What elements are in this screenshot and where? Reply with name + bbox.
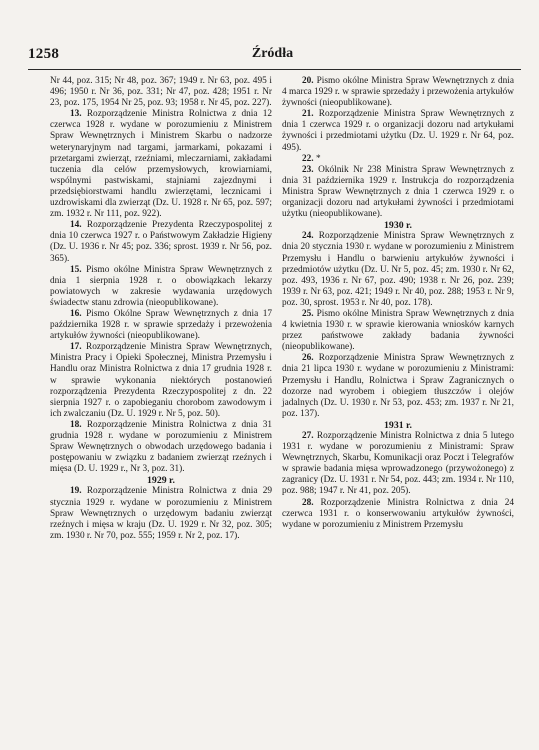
- page-number: 1258: [28, 46, 60, 62]
- entry-text: Okólnik Nr 238 Ministra Spraw Wewnętrznych z dnia 31 października 1929 r. Instrukcja do rozporządzenia Ministra Spraw Wewnętrznych z dnia 1 czerwca 1929 r. o organizacji dozoru nad artykułami żywności i przedmiotami użytku (nieopublikowane).: [282, 164, 515, 220]
- entry-19: [50, 486, 272, 541]
- year-heading-1930: 1930 r.: [384, 220, 412, 232]
- right-column: [282, 76, 514, 531]
- continuation-text: Nr 44, poz. 315; Nr 48, poz. 367; 1949 r. Nr 63, poz. 495 i 496; 1950 r. Nr 36, poz. 331; Nr 47, poz. 428; 1951 r. Nr 23, poz. 175, 1954 Nr 25, poz. 93; 1958 r. Nr 45, poz. 227).: [50, 76, 272, 109]
- entry-text: Rozporządzenie Ministra Rolnictwa z dnia 31 grudnia 1928 r. wydane w porozumieniu z Ministrem Spraw Wewnętrznych o obwodach urzędowego badania i postępowaniu w związku z badaniem zwierząt rzeźnych i mięsa (D. U. 1929 r., Nr 3, poz. 31).: [50, 419, 273, 475]
- entry-number: 21.: [302, 109, 314, 120]
- entry-14: [50, 220, 272, 264]
- entry-number: 16.: [70, 308, 82, 319]
- entry-number: 14.: [70, 220, 82, 231]
- entry-text: Rozporządzenie Ministra Spraw Wewnętrznych z dnia 21 lipca 1930 r. wydane w porozumieniu z Ministrami: Przemysłu i Handlu, Rolnictwa i Spraw Zagranicznych o dozorze nad wyrobem i obiegiem tłuszczów i olejów jadalnych (Dz. U. 1930 r. Nr 53, poz. 453; zm. 1937 r. Nr 21, poz. 137).: [282, 353, 514, 419]
- entry-number: 19.: [70, 486, 82, 497]
- entry-text: Rozporządzenie Prezydenta Rzeczypospolitej z dnia 10 czerwca 1927 r. o Państwowym Zakładzie Higieny (Dz. U. 1936 r. Nr 45; poz. 336; sprost. 1939 r. Nr 56, poz. 365).: [50, 220, 272, 264]
- entry-text: Rozporządzenie Ministra Spraw Wewnętrznych z dnia 1 czerwca 1929 r. o organizacji dozoru nad artykułami żywności i przedmiotami użytku (Dz. U. 1929 r. Nr 64, poz. 495).: [282, 109, 514, 153]
- entry-number: 13.: [70, 109, 82, 120]
- entry-text: Rozporządzenie Ministra Spraw Wewnętrznych z dnia 20 stycznia 1930 r. wydane w porozumieniu z Ministrem Przemysłu i Handlu o barwieniu artykułów żywności i przedmiotów użytku (Dz. U. Nr 5, poz. 45; zm. 1930 r. Nr 62, poz. 493, 1936 r. Nr 67, poz. 490; 1938 r. Nr 26, poz. 239; 1939 r. Nr 63, poz. 421; 1949 r. Nr 40, poz. 288; 1953 r. Nr 9, poz. 30, sprost. 1953 r. Nr 40, poz. 178).: [282, 231, 514, 308]
- entry-text: Rozporządzenie Ministra Rolnictwa z dnia 24 czerwca 1931 r. o konserwowaniu artykułów żywności, wydane w porozumieniu z Ministrem Przemysłu: [282, 497, 514, 530]
- header-rule: [28, 69, 521, 70]
- entry-text: Pismo Okólne Spraw Wewnętrznych z dnia 17 października 1928 r. w sprawie sprzedaży i przewożenia artykułów żywności (nieopublikowane).: [50, 308, 273, 342]
- entry-text: *: [315, 153, 321, 164]
- entry-26: [282, 353, 514, 420]
- entry-text: Pismo okólne Ministra Spraw Wewnętrznych z dnia 4 kwietnia 1930 r. w sprawie kierowania wniosków karnych przez państwowe zakłady badania żywności (nieopublikowane).: [282, 308, 514, 353]
- entry-text: Rozporządzenie Ministra Spraw Wewnętrznych, Ministra Pracy i Opieki Społecznej, Ministra Przemysłu i Handlu oraz Ministra Rolnictwa z dnia 17 grudnia 1928 r. w sprawie wykonania niektórych postanowień rozporządzenia Prezydenta Rzeczypospolitej z dn. 22 sierpnia 1927 r. o zapobieganiu chorobom zawodowym i ich zwalczaniu (Dz. U. 1929 r. Nr 5, poz. 50).: [50, 342, 272, 419]
- left-column: [50, 76, 272, 542]
- entry-number: 22.: [302, 153, 314, 164]
- year-heading-1929: 1929 r.: [147, 475, 175, 487]
- entry-number: 23.: [302, 164, 314, 175]
- entry-16: [50, 309, 272, 342]
- entry-text: Rozporządzenie Ministra Rolnictwa z dnia 29 stycznia 1929 r. wydane w porozumieniu z Ministrem Spraw Wewnętrznych o urzędowym badaniu zwierząt rzeźnych i mięsa w kraju (Dz. U. 1929 r. Nr 32, poz. 305; zm. 1930 r. Nr 70, poz. 555; 1959 r. Nr 2, poz. 17).: [50, 486, 273, 541]
- entry-21: [282, 109, 514, 153]
- entry-number: 20.: [302, 76, 314, 86]
- entry-number: 28.: [302, 497, 314, 508]
- entry-27: [282, 431, 514, 498]
- entry-text: Pismo okólne Ministra Spraw Wewnętrznych z dnia 1 sierpnia 1928 r. o obowiązkach lekarzy powiatowych w zakresie wydawania urzędowych świadectw stanu zdrowia (nieopublikowane).: [50, 264, 272, 308]
- entry-25: [282, 309, 514, 353]
- entry-number: 27.: [302, 431, 314, 441]
- entry-number: 15.: [70, 264, 82, 275]
- entry-22: [282, 154, 514, 165]
- entry-13: [50, 109, 272, 220]
- entry-number: 18.: [70, 419, 82, 430]
- page-header: [28, 46, 517, 66]
- section-title: Źródła: [251, 46, 294, 61]
- entry-28: [282, 498, 514, 531]
- entry-17: [50, 342, 272, 420]
- entry-number: 17.: [70, 342, 82, 353]
- entry-24: [282, 231, 514, 309]
- entry-text: Rozporządzenie Ministra Rolnictwa z dnia 12 czerwca 1928 r. wydane w porozumieniu z Ministrem Spraw Wewnętrznych i Ministrem Skarbu o nadzorze weterynaryjnym nad targami, jarmarkami, pokazami i przetargami zwierząt, rzeźniami, mleczarniami, zakładami tuczenia dla celów przemysłowych, krowiarniami, wspólnymi pastwiskami, stajniami zajezdnymi i przedsiębiorstwami handlu zwierzętami, lecznicami i uzdrowiskami dla zwierząt (Dz. U. 1928 r. Nr 65, poz. 597; zm. 1932 r. Nr 111, poz. 922).: [50, 109, 273, 220]
- entry-text: Pismo okólne Ministra Spraw Wewnętrznych z dnia 4 marca 1929 r. w sprawie sprzedaży i przewożenia artykułów żywności (nieopublikowane).: [282, 76, 514, 109]
- entry-23: [282, 165, 514, 220]
- entry-number: 25.: [302, 308, 314, 319]
- entry-20: [282, 76, 514, 109]
- entry-number: 26.: [302, 353, 314, 364]
- entry-number: 24.: [302, 231, 314, 242]
- entry-text: Rozporządzenie Ministra Rolnictwa z dnia 5 lutego 1931 r. wydane w porozumieniu z Ministrami: Spraw Wewnętrznych, Skarbu, Komunikacji oraz Poczt i Telegrafów w sprawie badania mięsa wprowadzonego (przywożonego) z zagranicy (Dz. U. 1931 r. Nr 54, poz. 443; zm. 1934 r. Nr 110, poz. 988; 1947 r. Nr 41, poz. 205).: [282, 431, 515, 497]
- entry-18: [50, 420, 272, 475]
- entry-15: [50, 265, 272, 309]
- year-heading-1931: 1931 r.: [384, 419, 412, 431]
